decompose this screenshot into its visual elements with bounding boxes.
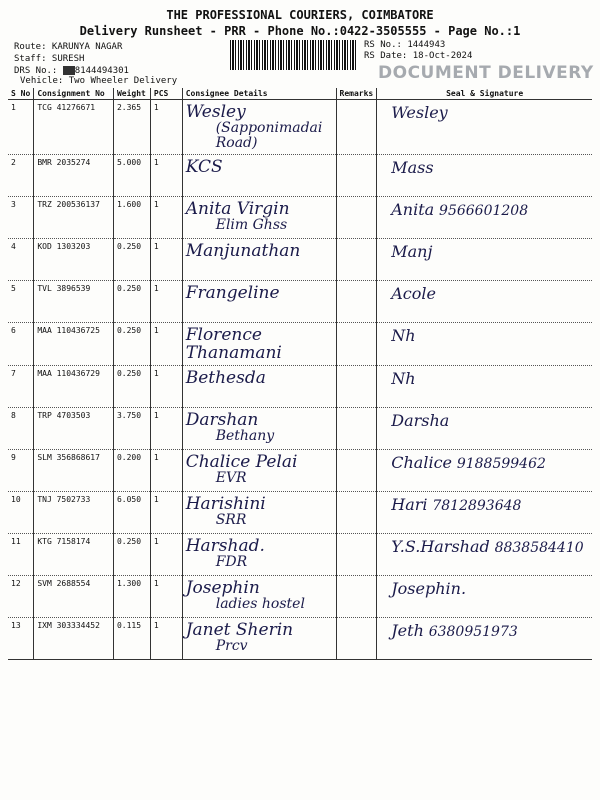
cell-sno: 11: [8, 534, 34, 576]
consignee-name: Josephin: [185, 578, 260, 598]
cell-pcs: 1: [150, 492, 182, 534]
signature: Josephin.: [391, 579, 467, 598]
cell-pcs: 1: [150, 100, 182, 155]
cell-weight: 3.750: [113, 408, 150, 450]
signature: Manj: [391, 242, 433, 261]
cell-consignee: [182, 281, 336, 323]
cell-signature: [377, 366, 592, 408]
table-row: [8, 281, 592, 323]
signature: Jeth: [391, 621, 424, 640]
consignee-name: Wesley: [185, 102, 246, 122]
cell-sno: 8: [8, 408, 34, 450]
cell-signature: [377, 534, 592, 576]
runsheet-subtitle: Delivery Runsheet - PRR - Phone No.:0422-3505555 - Page No.:1: [79, 24, 521, 38]
cell-consignee: [182, 323, 336, 366]
rs-number: RS No.: 1444943: [364, 40, 446, 50]
redaction-mark: [63, 66, 75, 75]
cell-consignee: [182, 618, 336, 660]
cell-pcs: 1: [150, 239, 182, 281]
cell-signature: [377, 576, 592, 618]
consignee-place: (Sapponimadai Road): [215, 120, 323, 151]
consignee-place: SRR: [215, 512, 247, 528]
phone-number: 7812893648: [432, 498, 522, 514]
drs-label: [14, 66, 129, 76]
table-row: [8, 155, 592, 197]
cell-weight: 0.250: [113, 366, 150, 408]
table-row: [8, 408, 592, 450]
rs-date: RS Date: 18-Oct-2024: [364, 51, 473, 61]
signature: Acole: [391, 284, 436, 303]
phone-number: 6380951973: [428, 624, 518, 640]
cell-weight: 1.300: [113, 576, 150, 618]
cell-consignee: [182, 197, 336, 239]
signature: Darsha: [391, 411, 450, 430]
col-header-sno: S No: [8, 88, 34, 100]
cell-consignment: TCG 41276671: [34, 100, 114, 155]
cell-consignee: [182, 366, 336, 408]
cell-remarks: [336, 534, 377, 576]
cell-weight: 0.250: [113, 323, 150, 366]
signature: Wesley: [391, 103, 448, 122]
cell-sno: 9: [8, 450, 34, 492]
cell-weight: 0.200: [113, 450, 150, 492]
consignee-name: Bethesda: [185, 368, 266, 388]
cell-consignment: BMR 2035274: [34, 155, 114, 197]
cell-pcs: 1: [150, 366, 182, 408]
consignee-name: Chalice Pelai: [185, 452, 298, 472]
cell-consignment: KTG 7158174: [34, 534, 114, 576]
signature: Nh: [391, 369, 416, 388]
col-header-consignee: Consignee Details: [182, 88, 336, 100]
signature: Hari: [391, 495, 428, 514]
cell-sno: 5: [8, 281, 34, 323]
cell-weight: 2.365: [113, 100, 150, 155]
cell-consignee: [182, 155, 336, 197]
cell-pcs: 1: [150, 323, 182, 366]
cell-remarks: [336, 618, 377, 660]
consignee-name: Manjunathan: [185, 241, 301, 261]
barcode: [230, 40, 358, 70]
col-header-signature: Seal & Signature: [377, 88, 592, 100]
consignee-name: KCS: [185, 157, 223, 177]
col-header-weight: Weight: [113, 88, 150, 100]
signature: Mass: [391, 158, 434, 177]
consignee-name: Harishini: [185, 494, 266, 514]
phone-number: 9566601208: [439, 203, 529, 219]
consignee-place: FDR: [215, 554, 248, 570]
table-row: [8, 618, 592, 660]
cell-pcs: 1: [150, 155, 182, 197]
cell-remarks: [336, 323, 377, 366]
cell-consignment: TNJ 7502733: [34, 492, 114, 534]
cell-consignment: MAA 110436725: [34, 323, 114, 366]
consignee-name: Harshad.: [185, 536, 265, 556]
cell-sno: 10: [8, 492, 34, 534]
consignee-place: Prcv: [215, 638, 248, 654]
cell-weight: 0.250: [113, 534, 150, 576]
col-header-consignment: Consignment No: [34, 88, 114, 100]
cell-pcs: 1: [150, 281, 182, 323]
phone-number: 9188599462: [456, 456, 546, 472]
cell-signature: [377, 618, 592, 660]
cell-consignment: IXM 303334452: [34, 618, 114, 660]
cell-remarks: [336, 492, 377, 534]
cell-signature: [377, 197, 592, 239]
cell-weight: 0.250: [113, 239, 150, 281]
cell-consignee: [182, 408, 336, 450]
consignee-place: EVR: [215, 470, 247, 486]
cell-pcs: 1: [150, 197, 182, 239]
cell-signature: [377, 155, 592, 197]
cell-pcs: 1: [150, 576, 182, 618]
drs-prefix: DRS No.:: [14, 66, 63, 76]
cell-remarks: [336, 576, 377, 618]
cell-signature: [377, 100, 592, 155]
document-delivery-stamp: DOCUMENT DELIVERY: [378, 63, 594, 83]
signature: Nh: [391, 326, 416, 345]
cell-weight: 0.250: [113, 281, 150, 323]
table-row: [8, 576, 592, 618]
table-row: [8, 197, 592, 239]
cell-sno: 13: [8, 618, 34, 660]
cell-sno: 7: [8, 366, 34, 408]
cell-consignment: SVM 2688554: [34, 576, 114, 618]
cell-consignee: [182, 239, 336, 281]
table-row: [8, 239, 592, 281]
consignee-name: Anita Virgin: [185, 199, 290, 219]
table-row: [8, 100, 592, 155]
route-label: Route: KARUNYA NAGAR: [14, 42, 123, 52]
cell-sno: 4: [8, 239, 34, 281]
cell-remarks: [336, 100, 377, 155]
consignee-place: Elim Ghss: [215, 217, 288, 233]
consignee-name: Florence Thanamani: [185, 325, 282, 363]
table-row: [8, 323, 592, 366]
cell-sno: 6: [8, 323, 34, 366]
cell-remarks: [336, 239, 377, 281]
cell-consignee: [182, 576, 336, 618]
col-header-pcs: PCS: [150, 88, 182, 100]
table-row: [8, 366, 592, 408]
cell-remarks: [336, 155, 377, 197]
cell-pcs: 1: [150, 534, 182, 576]
drs-value: 8144494301: [74, 66, 129, 76]
signature: Chalice: [391, 453, 452, 472]
consignee-place: Bethany: [215, 428, 275, 444]
cell-consignee: [182, 492, 336, 534]
cell-signature: [377, 492, 592, 534]
cell-pcs: 1: [150, 408, 182, 450]
col-header-remarks: Remarks: [336, 88, 377, 100]
cell-signature: [377, 450, 592, 492]
signature: Anita: [391, 200, 435, 219]
cell-signature: [377, 408, 592, 450]
cell-weight: 5.000: [113, 155, 150, 197]
vehicle-label: Vehicle: Two Wheeler Delivery: [20, 76, 178, 86]
cell-sno: 3: [8, 197, 34, 239]
cell-consignee: [182, 534, 336, 576]
runsheet-table: [8, 88, 592, 660]
cell-pcs: 1: [150, 618, 182, 660]
phone-number: 8838584410: [494, 540, 584, 556]
consignee-name: Janet Sherin: [185, 620, 294, 640]
company-title: THE PROFESSIONAL COURIERS, COIMBATORE: [166, 8, 434, 22]
staff-label: Staff: SURESH: [14, 54, 85, 64]
consignee-name: Darshan: [185, 410, 259, 430]
cell-remarks: [336, 408, 377, 450]
cell-consignment: TVL 3896539: [34, 281, 114, 323]
cell-consignment: KOD 1303203: [34, 239, 114, 281]
cell-consignment: MAA 110436729: [34, 366, 114, 408]
cell-signature: [377, 281, 592, 323]
consignee-place: ladies hostel: [215, 596, 305, 612]
cell-consignment: TRZ 200536137: [34, 197, 114, 239]
signature: Y.S.Harshad: [391, 537, 490, 556]
cell-consignment: TRP 4703503: [34, 408, 114, 450]
cell-remarks: [336, 366, 377, 408]
cell-sno: 1: [8, 100, 34, 155]
cell-remarks: [336, 450, 377, 492]
cell-sno: 2: [8, 155, 34, 197]
cell-remarks: [336, 197, 377, 239]
consignee-name: Frangeline: [185, 283, 280, 303]
cell-sno: 12: [8, 576, 34, 618]
cell-consignment: SLM 356868617: [34, 450, 114, 492]
cell-weight: 0.115: [113, 618, 150, 660]
cell-signature: [377, 323, 592, 366]
cell-weight: 1.600: [113, 197, 150, 239]
table-row: [8, 450, 592, 492]
cell-weight: 6.050: [113, 492, 150, 534]
cell-consignee: [182, 450, 336, 492]
cell-signature: [377, 239, 592, 281]
table-row: [8, 492, 592, 534]
cell-pcs: 1: [150, 450, 182, 492]
cell-consignee: [182, 100, 336, 155]
cell-remarks: [336, 281, 377, 323]
table-row: [8, 534, 592, 576]
table-header-row: [8, 88, 592, 100]
